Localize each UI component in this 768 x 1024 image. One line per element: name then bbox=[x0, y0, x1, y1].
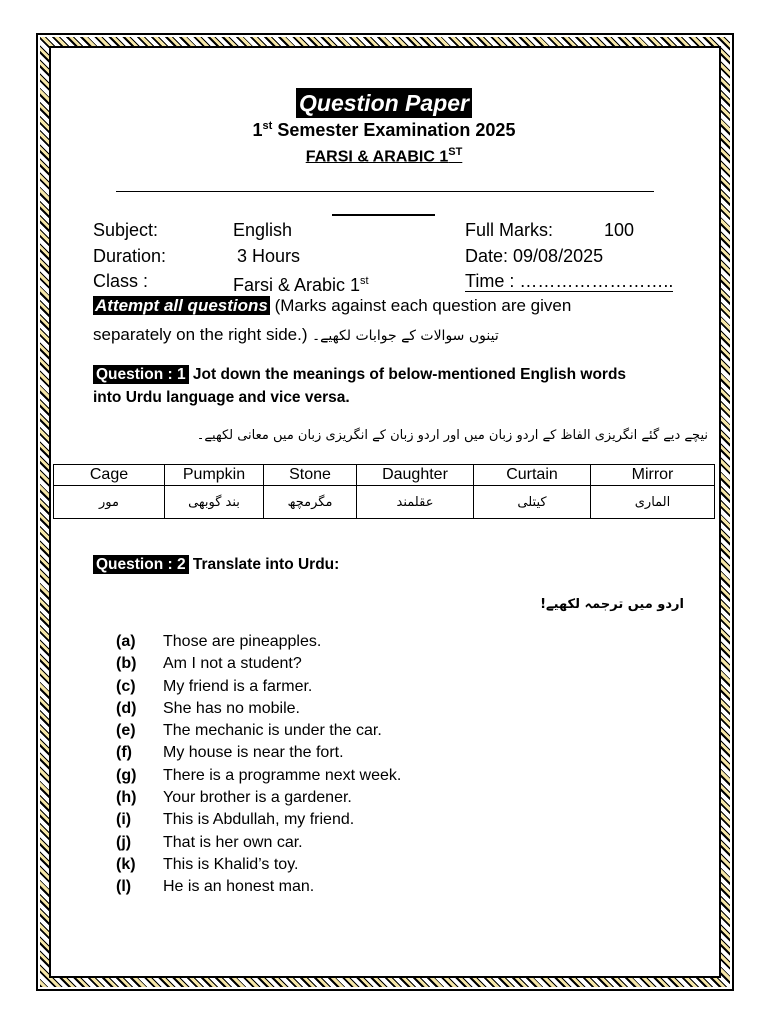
question1-text2: into Urdu language and vice versa. bbox=[93, 389, 350, 406]
question2-line bbox=[93, 556, 339, 574]
item-letter: (l) bbox=[116, 878, 132, 896]
vocabulary-table bbox=[53, 464, 715, 519]
list-item bbox=[116, 832, 401, 854]
item-text: She has no mobile. bbox=[163, 699, 300, 717]
item-text: That is her own car. bbox=[163, 833, 303, 851]
item-text: The mechanic is under the car. bbox=[163, 722, 382, 740]
table-cell: Cage bbox=[54, 465, 165, 486]
item-letter: (k) bbox=[116, 855, 136, 873]
table-cell: الماری bbox=[591, 486, 715, 519]
attempt-label: Attempt all questions bbox=[95, 296, 268, 315]
subject-label: Subject: bbox=[93, 220, 159, 240]
item-letter: (f) bbox=[116, 744, 132, 762]
item-letter: (j) bbox=[116, 833, 132, 851]
time-label: Time : …………………….. bbox=[465, 271, 674, 291]
divider-short bbox=[332, 214, 435, 216]
list-item bbox=[116, 676, 401, 698]
table-cell: Daughter bbox=[357, 465, 474, 486]
item-letter: (a) bbox=[116, 633, 136, 650]
list-item bbox=[116, 809, 401, 831]
divider-long bbox=[116, 191, 654, 192]
list-item bbox=[116, 787, 401, 809]
english-words-row bbox=[54, 465, 715, 486]
question1-urdu: نیچے دیے گئے انگریزی الفاظ کے اردو زبان میں اور اردو زبان کے انگریزی زبان میں معانی لکھیے۔ bbox=[196, 428, 708, 443]
item-text: This is Abdullah, my friend. bbox=[163, 811, 355, 829]
subtitle-text: FARSI & ARABIC 1 bbox=[305, 148, 449, 166]
question1-label: Question : 1 bbox=[93, 365, 189, 384]
table-cell: عقلمند bbox=[357, 486, 474, 519]
class-value-wrap bbox=[233, 271, 369, 295]
subtitle bbox=[0, 146, 768, 166]
class-sup: st bbox=[360, 275, 369, 287]
title-wrapper bbox=[0, 88, 768, 118]
semester-heading bbox=[0, 120, 768, 141]
class-label: Class : bbox=[93, 271, 149, 291]
question2-label: Question : 2 bbox=[93, 555, 189, 574]
full-marks-label: Full Marks: bbox=[465, 220, 554, 240]
table-cell: بند گوبھی bbox=[165, 486, 264, 519]
class-value: Farsi & Arabic 1 bbox=[233, 275, 361, 295]
table-cell: Pumpkin bbox=[165, 465, 264, 486]
item-letter: (i) bbox=[116, 811, 132, 829]
table-cell: کیتلی bbox=[474, 486, 591, 519]
item-text: This is Khalid’s toy. bbox=[163, 855, 299, 873]
question1-line1 bbox=[93, 366, 626, 384]
semester-sup: st bbox=[262, 120, 273, 132]
table-cell: مگرمچھ bbox=[264, 486, 357, 519]
subtitle-sup: ST bbox=[448, 146, 463, 158]
list-item bbox=[116, 653, 401, 675]
item-text: My friend is a farmer. bbox=[163, 677, 313, 695]
list-item bbox=[116, 742, 401, 764]
list-item bbox=[116, 631, 401, 653]
full-marks-value: 100 bbox=[604, 220, 635, 240]
instructions-line1 bbox=[93, 296, 571, 316]
subject-value: English bbox=[233, 220, 293, 240]
duration-label: Duration: bbox=[93, 246, 167, 266]
list-item bbox=[116, 698, 401, 720]
instructions-text2: separately on the right side.) bbox=[93, 325, 308, 344]
item-letter: (c) bbox=[116, 677, 136, 695]
semester-text: Semester Examination 2025 bbox=[272, 120, 516, 140]
list-item bbox=[116, 876, 401, 898]
item-letter: (e) bbox=[116, 722, 136, 740]
item-text: There is a programme next week. bbox=[163, 766, 402, 784]
table-cell: مور bbox=[54, 486, 165, 519]
semester-prefix: 1 bbox=[252, 120, 263, 140]
item-text: Am I not a student? bbox=[163, 655, 302, 673]
item-letter: (g) bbox=[116, 766, 137, 784]
urdu-words-row bbox=[54, 486, 715, 519]
instructions-urdu: تینوں سوالات کے جوابات لکھیے۔ bbox=[307, 328, 499, 344]
table-cell: Mirror bbox=[591, 465, 715, 486]
item-letter: (b) bbox=[116, 655, 137, 673]
item-letter: (h) bbox=[116, 789, 137, 807]
list-item bbox=[116, 854, 401, 876]
page-title: Question Paper bbox=[296, 88, 472, 118]
item-text: Your brother is a gardener. bbox=[163, 789, 352, 807]
item-text: He is an honest man. bbox=[163, 878, 315, 896]
item-text: My house is near the fort. bbox=[163, 744, 344, 762]
item-text: Those are pineapples. bbox=[163, 633, 322, 650]
instructions-text1: (Marks against each question are given bbox=[269, 296, 572, 315]
question1-text1: Jot down the meanings of below-mentioned English words bbox=[188, 366, 627, 383]
list-item bbox=[116, 720, 401, 742]
instructions-line2 bbox=[93, 325, 499, 345]
date-label: Date: 09/08/2025 bbox=[465, 246, 604, 266]
sentence-list bbox=[116, 631, 401, 899]
duration-value: 3 Hours bbox=[237, 246, 301, 266]
question2-urdu: اردو میں ترجمہ لکھیے! bbox=[540, 597, 684, 612]
table-cell: Stone bbox=[264, 465, 357, 486]
table-cell: Curtain bbox=[474, 465, 591, 486]
list-item bbox=[116, 765, 401, 787]
question2-text: Translate into Urdu: bbox=[188, 556, 340, 573]
item-letter: (d) bbox=[116, 699, 137, 717]
